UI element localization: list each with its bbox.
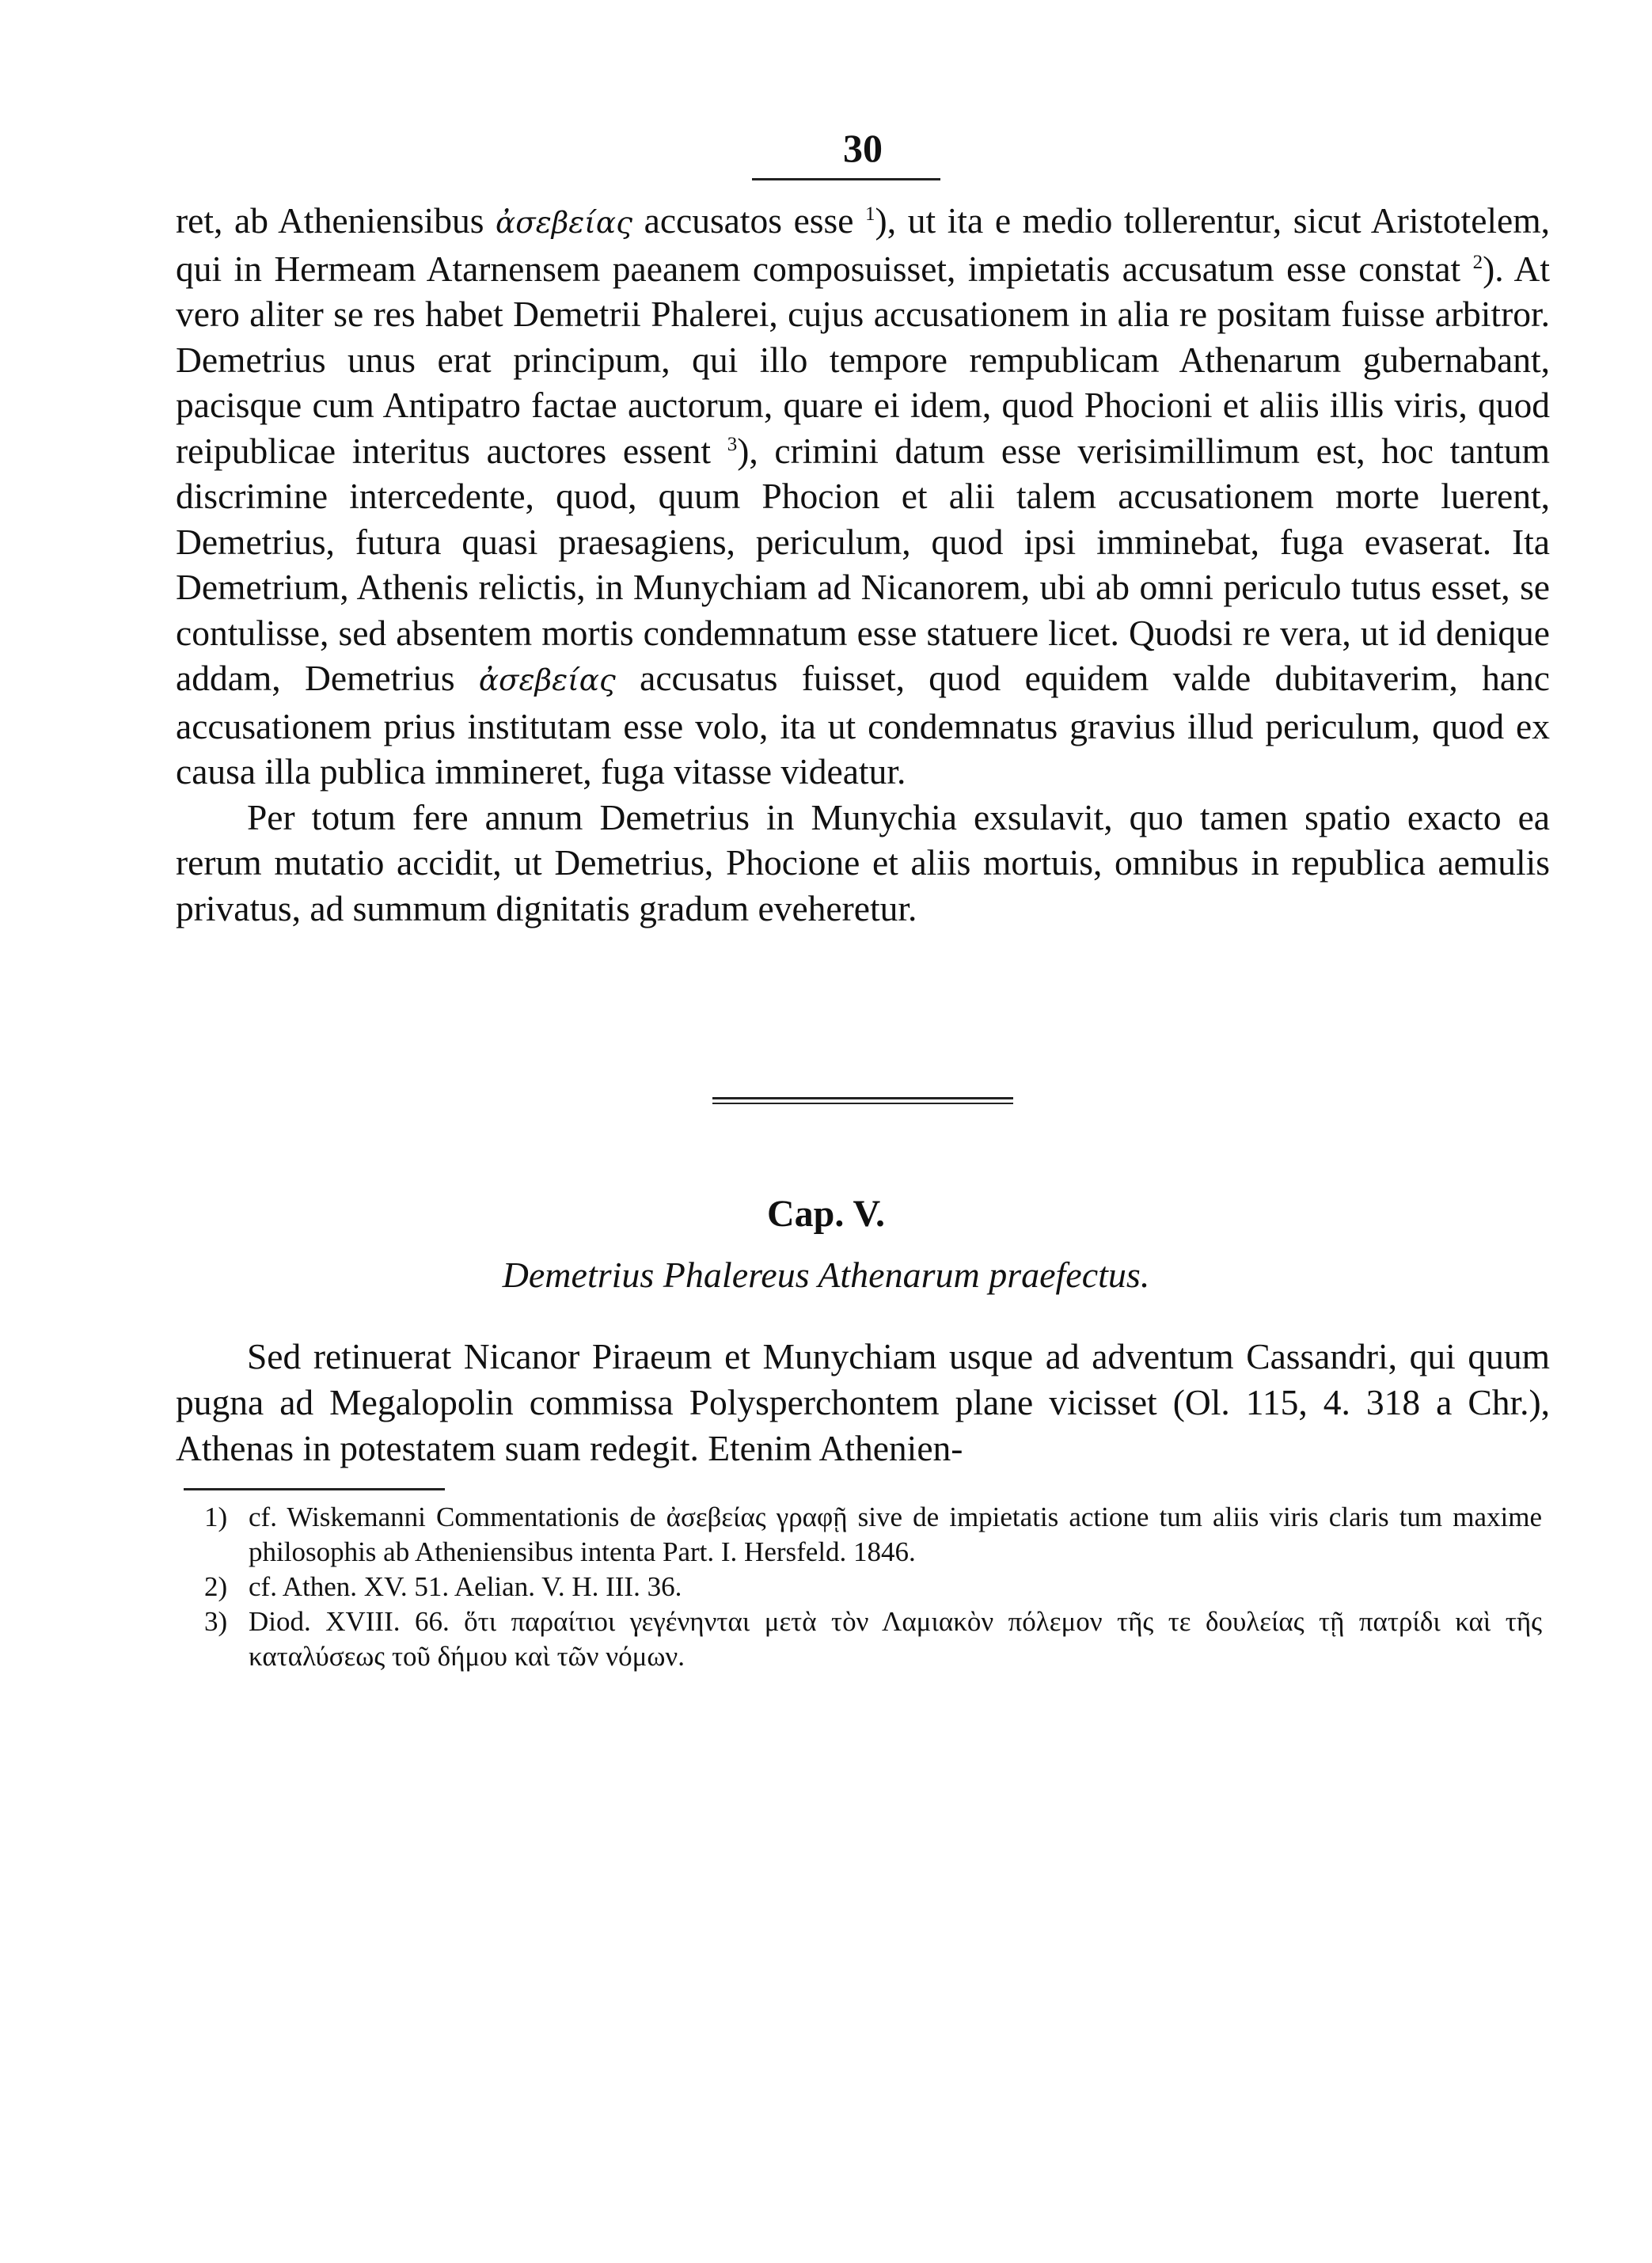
chapter-text	[176, 1334, 1550, 1471]
footnotes	[204, 1500, 1542, 1674]
body-text	[176, 198, 1550, 931]
greek-term: ἀσεβείας	[496, 205, 632, 240]
text-segment: accusatus fuisset, quod equidem valde dubitaverim, hanc accusationem prius institutam esse volo, ita ut condemnatus gravius illud periculum, quod ex causa illa publica immineret, fuga vitasse videatur.	[176, 658, 1550, 792]
footnote-mark: 2)	[204, 1571, 228, 1602]
footnote-text: cf. Wiskemanni Commentationis de ἀσεβείας γραφῇ sive de impietatis actione tum aliis viris claris tum maxime philosophis ab Atheniensibus intenta Part. I. Hersfeld. 1846.	[249, 1502, 1542, 1567]
page-number: 30	[843, 126, 883, 170]
footnote	[204, 1604, 1542, 1674]
text-segment: ). At vero aliter se res habet Demetrii Phalerei, cujus accusationem in alia re positam fuisse arbitror. Demetrius unus erat principum, qui illo tempore rempublicam Athenarum gubernabant, pacisque cum Antipatro factae auctorum, quare ei idem, quod Phocioni et aliis illis viris, quod reipublicae interitus auctores essent	[176, 248, 1550, 471]
text-segment: accusatos esse	[632, 200, 866, 241]
footnote-mark: 3)	[204, 1606, 228, 1637]
text-segment: ret, ab Atheniensibus	[176, 200, 496, 241]
chapter-subtitle: Demetrius Phalereus Athenarum praefectus.	[502, 1255, 1150, 1295]
text-segment: ), crimini datum esse verisimillimum est, hoc tantum discrimine intercedente, quod, quum Phocion et alii talem accusationem morte luerent, Demetrius, futura quasi praesagiens, periculum, quod ipsi imminebat, fuga evaserat. Ita Demetrium, Athenis relictis, in Munychiam ad Nicanorem, ubi ab omni periculo tutus esset, se contulisse, sed absentem mortis condemnatum esse statuere licet. Quodsi re vera, ut id denique addam, Demetrius	[176, 430, 1550, 698]
footnote-ref: 3	[727, 433, 738, 455]
footnote	[204, 1500, 1542, 1570]
footnote-mark: 1)	[204, 1502, 228, 1532]
footnote-ref: 1	[865, 203, 875, 225]
header-rule	[752, 178, 940, 180]
paragraph	[176, 795, 1550, 932]
section-divider	[712, 1097, 1013, 1104]
text-segment: Per totum fere annum Demetrius in Munychia exsulavit, quo tamen spatio exacto ea rerum mutatio accidit, ut Demetrius, Phocione et aliis mortuis, omnibus in republica aemulis privatus, ad summum dignitatis gradum eveheretur.	[176, 796, 1550, 928]
paragraph	[176, 198, 1550, 795]
footnote	[204, 1570, 1542, 1604]
footnote-rule	[184, 1488, 445, 1490]
chapter-title: Cap. V.	[767, 1193, 885, 1235]
footnote-text: Diod. XVIII. 66. ὅτι παραίτιοι γεγένηνται μετὰ τὸν Λαμιακὸν πόλεμον τῆς τε δουλείας τῇ πατρίδι καὶ τῆς καταλύσεως τοῦ δήμου καὶ τῶν νόμων.	[249, 1606, 1542, 1672]
chapter-paragraph: Sed retinuerat Nicanor Piraeum et Munychiam usque ad adventum Cassandri, qui quum pugna ad Megalopolin commissa Polysperchontem plane vicisset (Ol. 115, 4. 318 a Chr.), Athenas in potestatem suam redegit. Etenim Athenien-	[176, 1336, 1550, 1468]
footnote-ref: 2	[1472, 251, 1483, 273]
greek-term: ἀσεβείας	[478, 663, 616, 697]
text-segment: ), ut ita e medio tollerentur, sicut Aristotelem, qui in Hermeam Atarnensem paeanem composuisset, impietatis accusatum esse constat	[176, 200, 1550, 289]
footnote-text: cf. Athen. XV. 51. Aelian. V. H. III. 36.	[249, 1571, 682, 1602]
